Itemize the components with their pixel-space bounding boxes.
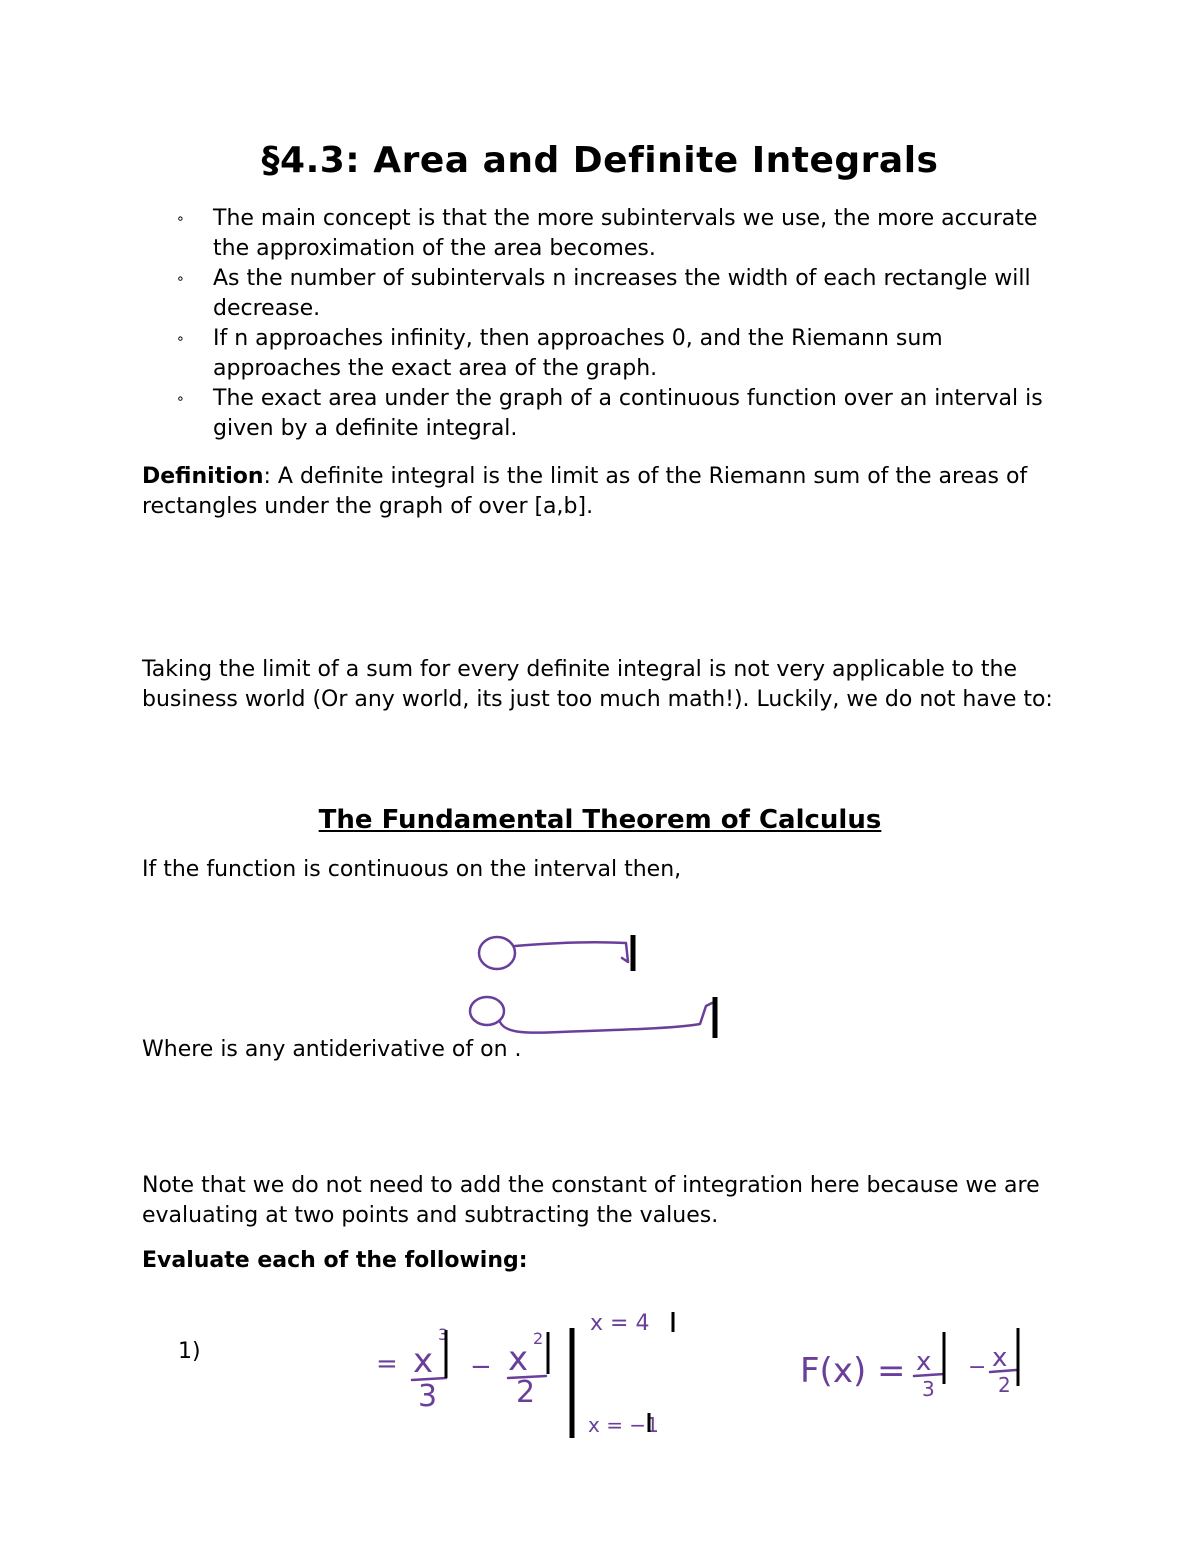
concept-bullet-list (0, 204, 1200, 444)
antiderivative-note: Where is any antiderivative of on . (142, 1037, 522, 1062)
intro-paragraph: Taking the limit of a sum for every definite integral is not very applicable to the business world (Or any world, its just too much math!). Luckily, we do not have to: (142, 657, 1053, 712)
x-cubed-term: x (916, 1347, 932, 1377)
minus-sign: − (470, 1352, 492, 1382)
bullet-icon: ∘ (176, 271, 185, 287)
minus-sign: − (968, 1355, 987, 1380)
bullet-icon: ∘ (176, 391, 185, 407)
denominator-three: 3 (922, 1377, 935, 1401)
constant-note: Note that we do not need to add the constant of integration here because we are evaluating at two points and subtracting the values. (142, 1173, 1040, 1228)
problem-number: 1) (178, 1339, 201, 1364)
list-item (0, 264, 1073, 324)
definition-text: : A definite integral is the limit as of the Riemann sum of the areas of rectangles under the graph of over [a,b]. (142, 464, 1028, 519)
definition-label: Definition (142, 464, 264, 489)
x-squared-term: x (508, 1339, 529, 1379)
page-title: §4.3: Area and Definite Integrals (261, 140, 939, 181)
theorem-heading: The Fundamental Theorem of Calculus (318, 805, 882, 835)
list-item (0, 204, 1073, 264)
bullet-icon: ∘ (176, 331, 185, 347)
evaluate-heading: Evaluate each of the following: (142, 1248, 528, 1273)
denominator-two: 2 (998, 1373, 1011, 1397)
definition-paragraph (142, 462, 1072, 522)
exponent-two: 2 (533, 1329, 544, 1348)
upper-limit: x = 4 (590, 1311, 650, 1336)
bullet-text: If n approaches infinity, then approaches 0, and the Riemann sum approaches the exact area of the graph. (213, 326, 943, 381)
x-cubed-term: x (413, 1341, 434, 1381)
handwritten-solution (376, 1311, 1018, 1438)
lower-limit: x = −1 (588, 1413, 659, 1437)
bullet-text: The main concept is that the more subintervals we use, the more accurate the approximation of the area becomes. (213, 206, 1038, 261)
x-squared-term: x (992, 1343, 1008, 1373)
bullet-text: The exact area under the graph of a continuous function over an interval is given by a definite integral. (213, 386, 1043, 441)
circle-annotation (479, 935, 633, 971)
equals-sign: = (376, 1349, 398, 1379)
denominator-two: 2 (516, 1375, 536, 1410)
antiderivative-label: F(x) = (800, 1351, 906, 1391)
theorem-statement: If the function is continuous on the interval then, (142, 857, 682, 882)
circle-annotation (470, 997, 715, 1038)
bullet-icon: ∘ (176, 211, 185, 227)
exponent-three: 3 (438, 1325, 449, 1344)
list-item (0, 384, 1073, 444)
list-item (0, 324, 1073, 384)
bullet-text: As the number of subintervals n increases the width of each rectangle will decrease. (213, 266, 1031, 321)
denominator-three: 3 (418, 1379, 438, 1414)
